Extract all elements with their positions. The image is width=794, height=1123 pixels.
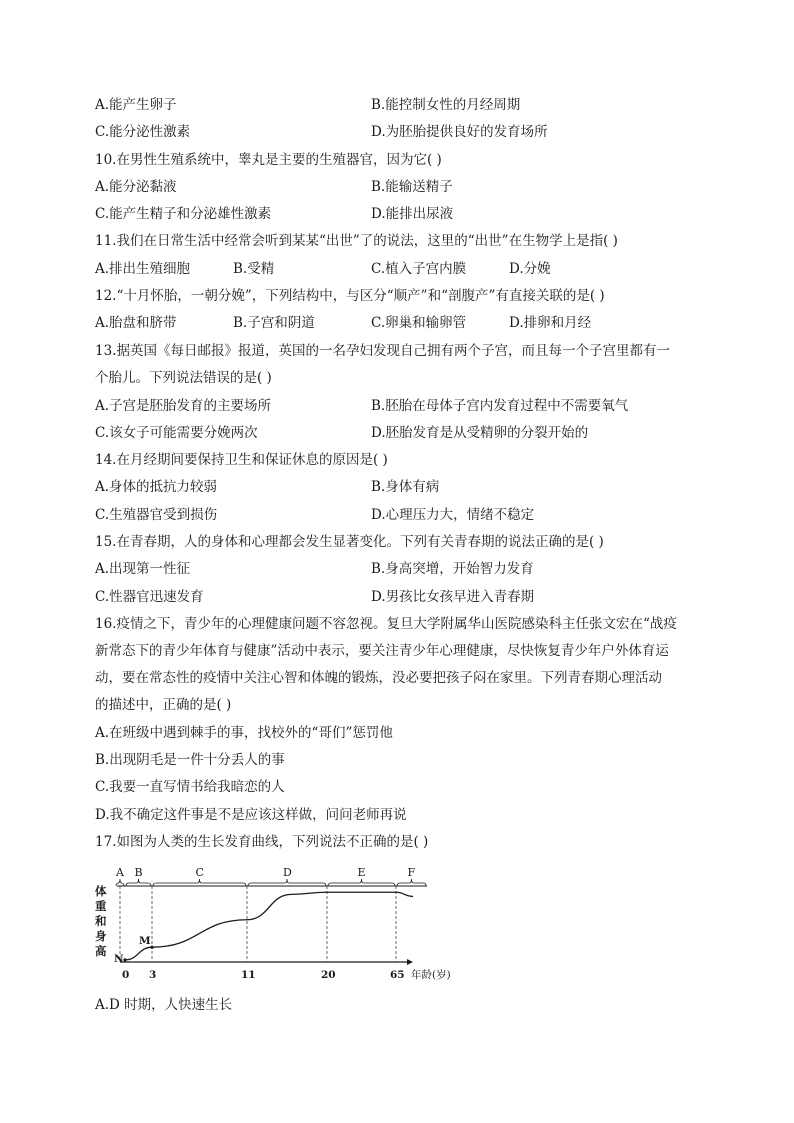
stage-brace [153, 879, 246, 886]
q14-option-d[interactable]: D.心理压力大，情绪不稳定 [371, 507, 535, 523]
q16-option-b[interactable]: B.出现阴毛是一件十分丢人的事 [95, 752, 285, 768]
q11-option-d[interactable]: D.分娩 [509, 261, 551, 277]
q13-option-b[interactable]: B.胚胎在母体子宫内发育过程中不需要氧气 [371, 398, 629, 414]
stage-label: A [116, 866, 124, 879]
q10-option-d[interactable]: D.能排出尿液 [371, 206, 454, 222]
q16-stem-line3: 动，要在常态性的疫情中关注心智和体魄的锻炼，没必要把孩子闷在家里。下列青春期心理活动 [95, 670, 662, 686]
q11-option-b[interactable]: B.受精 [233, 261, 275, 277]
q15-option-d[interactable]: D.男孩比女孩早进入青春期 [371, 589, 535, 605]
chart-ylabel [95, 884, 107, 958]
q10-option-a[interactable]: A.能分泌黏液 [95, 179, 177, 195]
point-layer [114, 935, 154, 965]
x-tick-label: 11 [241, 969, 256, 981]
q14-option-a[interactable]: A.身体的抵抗力较弱 [95, 479, 218, 495]
chart-x-axis-arrow [407, 959, 413, 965]
chart-xlabel: 年龄(岁) [411, 969, 451, 981]
stage-brace [397, 879, 426, 886]
q9-option-a[interactable]: A.能产生卵子 [95, 97, 177, 113]
stage-brace [116, 879, 124, 886]
q14-option-b[interactable]: B.身体有病 [371, 479, 440, 495]
q12-option-d[interactable]: D.排卵和月经 [509, 315, 592, 331]
q15-option-b[interactable]: B.身高突增，开始智力发育 [371, 561, 534, 577]
tick-layer [120, 886, 405, 981]
point-n-label: N [114, 952, 124, 965]
q13-option-c[interactable]: C.该女子可能需要分娩两次 [95, 425, 258, 441]
q15-option-a[interactable]: A.出现第一性征 [95, 561, 191, 577]
point-m [150, 946, 153, 949]
ylabel-char: 高 [95, 944, 107, 958]
q12-option-a[interactable]: A.胎盘和脐带 [95, 315, 177, 331]
growth-curve-line [125, 892, 413, 960]
stage-brace [126, 879, 151, 886]
stage-label: D [283, 866, 292, 879]
q17-option-a[interactable]: A.D 时期，人快速生长 [95, 997, 233, 1013]
stage-brace [328, 879, 395, 886]
q13-option-d[interactable]: D.胚胎发育是从受精卵的分裂开始的 [371, 425, 589, 441]
q9-option-c[interactable]: C.能分泌性激素 [95, 124, 191, 140]
q13-stem-line2: 个胎儿。下列说法错误的是( ) [95, 370, 272, 386]
q11-option-a[interactable]: A.排出生殖细胞 [95, 261, 191, 277]
q13-stem-line1: 13.据英国《每日邮报》报道，英国的一名孕妇发现自己拥有两个子宫，而且每一个子宫里都有一 [95, 343, 670, 359]
q10-option-b[interactable]: B.能输送精子 [371, 179, 453, 195]
stage-label: C [195, 866, 204, 879]
q12-option-c[interactable]: C.卵巢和输卵管 [371, 315, 467, 331]
q13-option-a[interactable]: A.子宫是胚胎发育的主要场所 [95, 398, 272, 414]
x-tick-label: 3 [149, 969, 157, 981]
stage-layer [115, 866, 426, 886]
q11-stem: 11.我们在日常生活中经常会听到某某“出世”了的说法，这里的“出世”在生物学上是指( ) [95, 233, 618, 249]
q16-option-c[interactable]: C.我要一直写情书给我暗恋的人 [95, 779, 285, 795]
q16-option-a[interactable]: A.在班级中遇到棘手的事，找校外的“哥们”惩罚他 [95, 725, 393, 741]
x-tick-label: 65 [390, 969, 405, 981]
q17-stem: 17.如图为人类的生长发育曲线，下列说法不正确的是( ) [95, 834, 429, 850]
ylabel-char: 身 [95, 929, 107, 943]
q15-stem: 15.在青春期，人的身体和心理都会发生显著变化。下列有关青春期的说法正确的是( ) [95, 534, 604, 550]
x-tick-label: 20 [321, 969, 336, 981]
stage-label: B [134, 866, 143, 879]
q9-option-d[interactable]: D.为胚胎提供良好的发育场所 [371, 124, 548, 140]
q11-option-c[interactable]: C.植入子宫内膜 [371, 261, 467, 277]
q15-option-c[interactable]: C.性器官迅速发育 [95, 589, 204, 605]
stage-label: F [407, 866, 416, 879]
q14-stem: 14.在月经期间要保持卫生和保证休息的原因是( ) [95, 452, 388, 468]
q12-stem: 12.“十月怀胎，一朝分娩”，下列结构中，与区分“顺产”和“剖腹产”有直接关联的是( ) [95, 288, 605, 304]
q16-stem-line2: 新常态下的青少年体育与健康”活动中表示，要关注青少年心理健康，尽快恢复青少年户外体育运 [95, 643, 669, 659]
q16-stem-line4: 的描述中，正确的是( ) [95, 697, 232, 713]
ylabel-char: 体 [95, 884, 107, 898]
q16-option-d[interactable]: D.我不确定这件事是不是应该这样做，问问老师再说 [95, 807, 407, 823]
q9-option-b[interactable]: B.能控制女性的月经周期 [371, 97, 521, 113]
stage-label: E [357, 866, 366, 879]
q12-option-b[interactable]: B.子宫和阴道 [233, 315, 315, 331]
q14-option-c[interactable]: C.生殖器官受到损伤 [95, 507, 218, 523]
q10-option-c[interactable]: C.能产生精子和分泌雄性激素 [95, 206, 272, 222]
ylabel-char: 和 [95, 914, 107, 928]
stage-brace [248, 879, 326, 886]
q16-stem-line1: 16.疫情之下，青少年的心理健康问题不容忽视。复旦大学附属华山医院感染科主任张文宏在“战疫 [95, 616, 677, 632]
q10-stem: 10.在男性生殖系统中，睾丸是主要的生殖器官，因为它( ) [95, 152, 442, 168]
point-n [123, 958, 126, 961]
point-m-label: M [139, 935, 151, 948]
ylabel-char: 重 [95, 899, 107, 913]
x-tick-label: 0 [122, 969, 130, 981]
growth-curve-chart [95, 862, 455, 982]
